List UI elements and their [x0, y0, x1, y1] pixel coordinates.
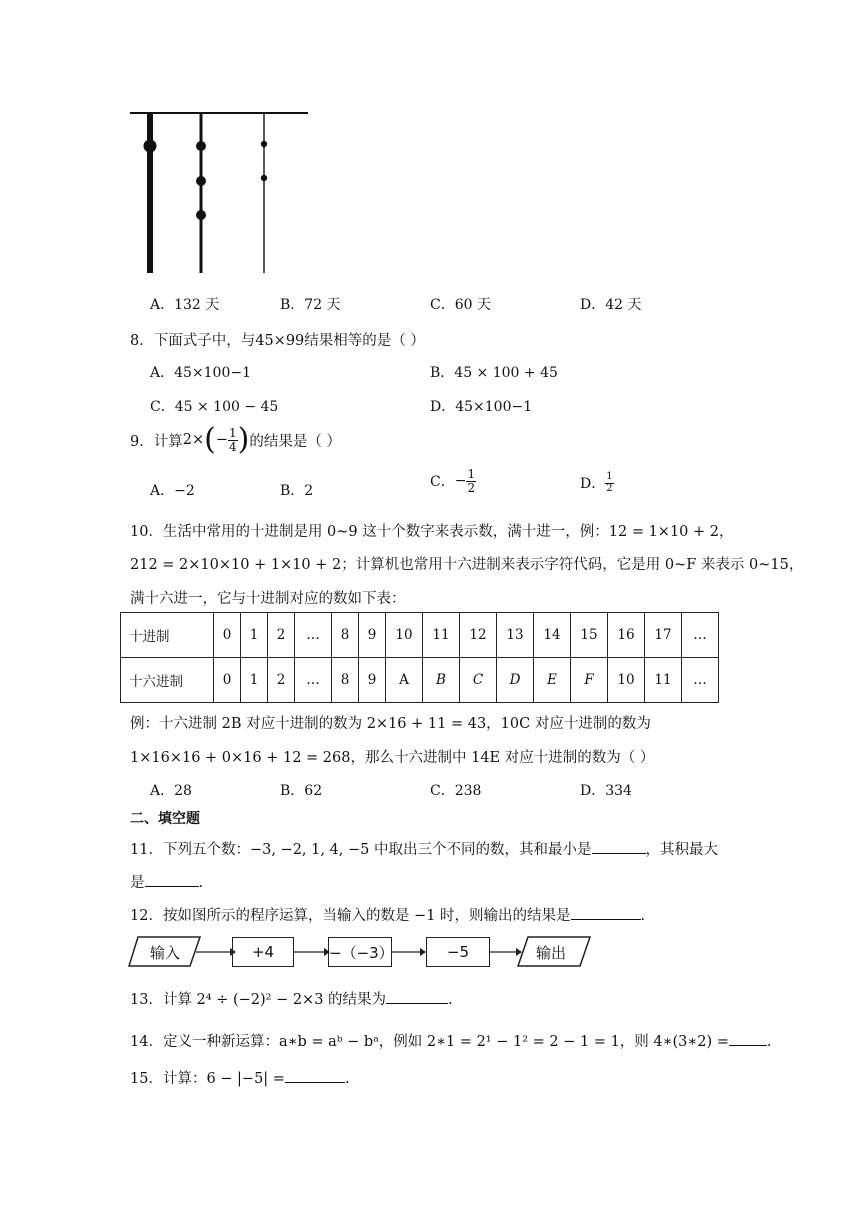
q10-option-c[interactable]: C．238 [430, 783, 482, 799]
q10-line2: 212 = 2×10×10 + 1×10 + 2；计算机也常用十六进制来表示字符代码，它是用 0~F 来表示 0~15， [130, 557, 804, 573]
q14-answer-blank[interactable] [729, 1031, 767, 1046]
table-cell: 0 [214, 658, 241, 703]
table-row [121, 613, 719, 658]
table-cell: 11 [423, 613, 460, 658]
q9-option-d-label: D． [580, 476, 606, 492]
table-cell: A [386, 658, 423, 703]
table-cell: 9 [359, 658, 386, 703]
q11-line2-end: . [198, 875, 204, 891]
q9-frac-num: 1 [228, 425, 237, 440]
table-cell: … [682, 658, 719, 703]
q8-option-c[interactable]: C．45 × 100 − 45 [150, 399, 279, 415]
q13-answer-blank[interactable] [386, 989, 448, 1004]
table-cell: 15 [571, 613, 608, 658]
q9-option-d[interactable] [580, 472, 614, 494]
q14-stem-text: 14．定义一种新运算：a∗b = aᵇ − bᵃ，例如 2∗1 = 2¹ − 1² = 2 − 1 = 1，则 4∗(3∗2) = [130, 1034, 729, 1050]
table-cell: E [534, 658, 571, 703]
flow-step-minus-neg3: −（−3） [328, 937, 392, 967]
q9-option-c[interactable] [430, 468, 476, 494]
table-cell: 16 [608, 613, 645, 658]
table-cell: … [295, 658, 332, 703]
q15-answer-blank[interactable] [285, 1068, 345, 1083]
knot-medium-3 [196, 210, 206, 220]
q9-fraction [228, 427, 238, 453]
table-cell: 17 [645, 613, 682, 658]
table-cell: … [682, 613, 719, 658]
q9-option-c-fraction [466, 468, 476, 494]
table-cell: 2 [268, 613, 295, 658]
knot-small-2 [261, 175, 267, 181]
table-cell: F [571, 658, 608, 703]
table-cell: D [497, 658, 534, 703]
table-cell: 0 [214, 613, 241, 658]
hex-table [120, 612, 719, 703]
q10-option-b[interactable]: B．62 [280, 783, 323, 799]
table-cell: 2 [268, 658, 295, 703]
q12-answer-blank[interactable] [571, 905, 641, 920]
q10-option-d[interactable]: D．334 [580, 783, 632, 799]
q9-stem-prefix: 9．计算 [130, 433, 183, 450]
q9-option-d-num: 1 [606, 471, 613, 482]
flow-input-label: 输入 [149, 943, 180, 962]
q11-line2 [130, 871, 203, 892]
q9-option-d-den: 2 [606, 482, 613, 494]
q14-stem-end: . [766, 1034, 772, 1050]
flow-step-add4: +4 [232, 937, 294, 967]
row-label-decimal: 十进制 [121, 613, 214, 658]
knot-medium-2 [196, 176, 206, 186]
table-cell: 12 [460, 613, 497, 658]
row-label-hex: 十六进制 [121, 658, 214, 703]
table-cell: 14 [534, 613, 571, 658]
flow-step-minus5: −5 [426, 937, 490, 967]
q9-paren-right: ) [237, 422, 250, 457]
flow-output-label: 输出 [535, 943, 566, 962]
q8-option-d[interactable]: D．45×100−1 [430, 399, 533, 415]
q9-expr-neg: − [215, 432, 228, 448]
q10-option-a[interactable]: A．28 [150, 783, 192, 799]
q12-stem-text: 12．按如图所示的程序运算，当输入的数是 −1 时，则输出的结果是 [130, 908, 571, 924]
q10-line1: 10．生活中常用的十进制是用 0~9 这十个数字来表示数，满十进一，例：12 = 1×10 + 2， [130, 524, 734, 540]
table-cell: 10 [386, 613, 423, 658]
q10-example2: 1×16×16 + 0×16 + 12 = 268，那么十六进制中 14E 对应十进制的数为（ ） [130, 750, 655, 766]
q11-line2-text: 是 [130, 875, 145, 891]
q9-stem [130, 422, 341, 457]
q13-stem-text: 13．计算 2⁴ ÷ (−2)² − 2×3 的结果为 [130, 992, 387, 1008]
table-cell: 1 [241, 613, 268, 658]
q9-option-c-num: 1 [467, 467, 476, 481]
table-cell: 10 [608, 658, 645, 703]
q10-line3: 满十六进一，它与十进制对应的数如下表： [130, 591, 406, 607]
section-title: 二、填空题 [130, 811, 200, 827]
q15-stem-text: 15．计算：6 − |−5| = [130, 1071, 285, 1087]
q9-option-c-neg: − [454, 473, 467, 490]
q13-stem [130, 988, 453, 1009]
q7-option-b[interactable]: B．72 天 [280, 297, 341, 313]
table-cell: 13 [497, 613, 534, 658]
table-cell: B [423, 658, 460, 703]
q11-line1-text: 11．下列五个数：−3, −2, 1, 4, −5 中取出三个不同的数，其和最小是 [130, 842, 592, 858]
q7-option-a[interactable]: A．132 天 [150, 297, 220, 313]
q9-stem-suffix: 的结果是（ ） [249, 433, 341, 450]
q8-option-a[interactable]: A．45×100−1 [150, 365, 252, 381]
q12-stem-end: . [640, 908, 646, 924]
q9-option-c-label: C． [430, 474, 455, 491]
table-cell: 8 [332, 658, 359, 703]
q11-line1 [130, 838, 718, 859]
q15-stem-end: . [344, 1071, 350, 1087]
table-cell: C [460, 658, 497, 703]
table-row [121, 658, 719, 703]
q9-option-b[interactable]: B．2 [280, 483, 314, 499]
knot-rope-figure [126, 108, 316, 278]
table-cell: … [295, 613, 332, 658]
q9-option-c-den: 2 [467, 480, 476, 495]
knot-large [144, 140, 157, 153]
knot-medium-1 [196, 141, 206, 151]
q10-example1: 例：十六进制 2B 对应十进制的数为 2×16 + 11 = 43，10C 对应十进制的数为 [130, 716, 651, 732]
knot-small-1 [261, 141, 267, 147]
table-cell: 11 [645, 658, 682, 703]
q9-option-a[interactable]: A．−2 [150, 483, 195, 499]
table-cell: 1 [241, 658, 268, 703]
q9-option-d-fraction [605, 472, 613, 494]
q13-stem-end: . [448, 992, 453, 1008]
q11-answer-blank-2[interactable] [145, 872, 199, 887]
table-cell: 8 [332, 613, 359, 658]
q11-answer-blank-1[interactable] [592, 839, 646, 854]
q9-frac-den: 4 [228, 439, 237, 454]
q14-stem [130, 1030, 771, 1051]
table-cell: 9 [359, 613, 386, 658]
q8-stem: 8．下面式子中，与45×99结果相等的是（ ） [130, 333, 425, 349]
q7-option-d[interactable]: D．42 天 [580, 297, 642, 313]
q12-stem [130, 904, 645, 925]
q8-option-b[interactable]: B．45 × 100 + 45 [430, 365, 558, 381]
q9-expr-left: 2× [182, 432, 205, 448]
q7-option-c[interactable]: C．60 天 [430, 297, 491, 313]
q9-paren-left: ( [204, 422, 216, 457]
q15-stem [130, 1067, 350, 1088]
q11-line1-end: ，其积最大 [645, 842, 719, 858]
